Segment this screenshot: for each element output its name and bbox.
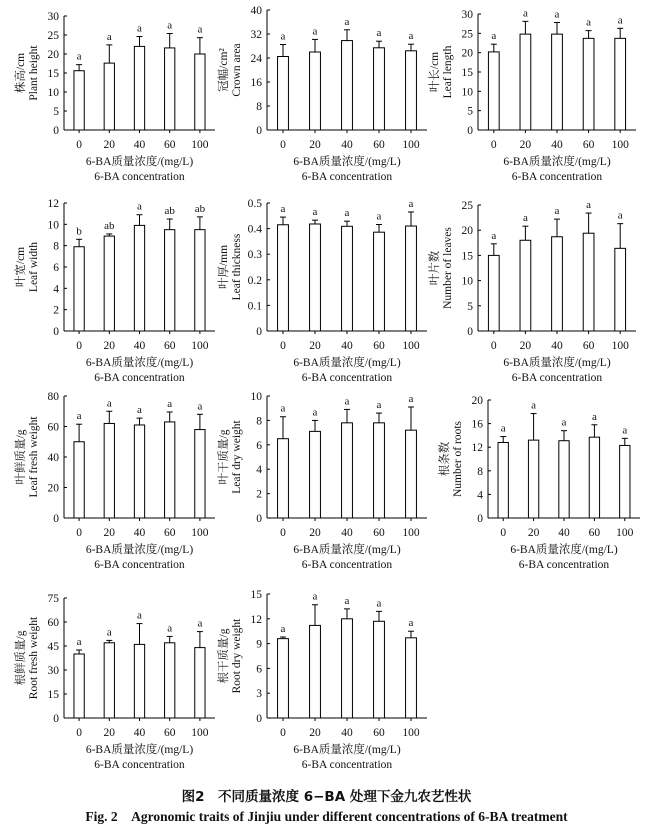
y-tick-label: 2 [256, 488, 262, 501]
chart-panel-11 [216, 589, 427, 771]
x-tick-label: 60 [163, 527, 176, 539]
x-axis-title-en: 6-BA concentration [301, 559, 393, 571]
significance-letter: a [561, 416, 567, 429]
significance-letter: ab [104, 219, 115, 232]
y-axis-title-zh: 叶厚/mm [218, 244, 230, 290]
bar [74, 71, 84, 130]
x-tick-label: 20 [309, 139, 321, 151]
x-tick-label: 40 [133, 340, 146, 352]
x-tick-label: 60 [163, 340, 176, 352]
significance-letter: a [137, 22, 142, 35]
x-tick-label: 40 [551, 139, 563, 151]
y-axis-title-zh: 冠幅/cm² [218, 48, 230, 92]
x-tick-label: 0 [280, 340, 286, 352]
y-tick-label: 10 [461, 86, 473, 99]
significance-letter: a [137, 200, 142, 213]
y-tick-label: 20 [47, 482, 59, 495]
bar [342, 423, 353, 518]
x-tick-label: 20 [519, 340, 532, 352]
significance-letter: a [344, 207, 350, 220]
significance-letter: a [554, 8, 560, 21]
bar [104, 63, 114, 130]
bar [278, 439, 289, 518]
y-tick-label: 80 [47, 391, 59, 403]
bar [406, 51, 417, 130]
bar [134, 46, 144, 130]
x-tick-label: 60 [373, 340, 385, 352]
y-tick-label: 0.5 [247, 198, 262, 210]
significance-letter: a [408, 617, 414, 630]
significance-letter: a [197, 617, 203, 630]
y-tick-label: 6 [256, 663, 262, 676]
chart-panel-4 [13, 198, 215, 384]
bar [165, 230, 175, 331]
x-axis-title-en: 6-BA concentration [511, 171, 603, 183]
y-tick-label: 30 [47, 665, 59, 677]
x-tick-label: 100 [611, 139, 629, 151]
significance-letter: a [197, 400, 203, 413]
significance-letter: a [167, 398, 173, 411]
x-axis-title-zh: 6-BA质量浓度/(mg/L) [293, 357, 401, 369]
x-tick-label: 20 [309, 727, 321, 739]
bar [583, 233, 594, 331]
y-axis-title-zh: 根干质量/g [218, 628, 230, 684]
x-tick-label: 100 [611, 340, 629, 352]
chart-panel-2 [216, 5, 427, 183]
y-tick-label: 4 [256, 464, 262, 477]
bar [589, 437, 599, 518]
x-axis-title-zh: 6-BA质量浓度/(mg/L) [85, 156, 194, 168]
y-tick-label: 5 [467, 105, 473, 118]
y-axis-title-zh: 根鲜质量/g [15, 630, 27, 686]
bar [165, 422, 175, 518]
x-axis-title-zh: 6-BA质量浓度/(mg/L) [293, 544, 401, 556]
x-axis-title-en: 6-BA concentration [301, 372, 393, 384]
bar [374, 48, 385, 130]
x-tick-label: 20 [103, 527, 116, 539]
y-tick-label: 0 [53, 513, 59, 525]
x-tick-label: 100 [402, 527, 420, 539]
y-axis-title-en: Plant height [28, 45, 40, 101]
x-tick-label: 40 [558, 527, 570, 539]
x-tick-label: 60 [163, 727, 176, 739]
bar [165, 643, 175, 718]
y-tick-label: 0 [477, 513, 483, 525]
y-tick-label: 30 [461, 9, 473, 21]
bar [374, 423, 385, 518]
significance-letter: a [491, 229, 497, 242]
bar [615, 248, 626, 331]
x-tick-label: 100 [402, 727, 420, 739]
bar [195, 430, 205, 518]
significance-letter: a [167, 19, 173, 32]
bar [583, 38, 594, 130]
y-tick-label: 0 [256, 513, 262, 525]
significance-letter: ab [194, 202, 206, 215]
bar [134, 644, 144, 718]
significance-letter: a [376, 210, 382, 223]
x-tick-label: 20 [309, 340, 321, 352]
y-axis-title-en: Leaf fresh weight [28, 416, 40, 498]
x-axis-title-zh: 6-BA质量浓度/(mg/L) [293, 156, 401, 168]
significance-letter: a [617, 14, 623, 27]
x-tick-label: 100 [402, 139, 420, 151]
bar [559, 441, 569, 518]
significance-letter: a [106, 30, 112, 43]
bar [342, 226, 353, 331]
x-axis-title-en: 6-BA concentration [301, 171, 393, 183]
chart-panel-8 [216, 391, 427, 571]
y-tick-label: 12 [471, 442, 483, 455]
y-tick-label: 16 [471, 418, 483, 431]
figure-caption-en: Fig. 2 Agronomic traits of Jinjiu under different concentrations of 6-BA treatment [85, 809, 568, 824]
y-tick-label: 0.3 [247, 249, 262, 262]
x-tick-label: 0 [76, 139, 82, 151]
x-tick-label: 0 [500, 527, 507, 539]
bar [310, 431, 321, 518]
bar [620, 445, 630, 518]
x-tick-label: 40 [133, 727, 146, 739]
x-tick-label: 20 [103, 340, 116, 352]
significance-letter: a [591, 410, 597, 423]
x-axis-title-zh: 6-BA质量浓度/(mg/L) [510, 544, 618, 556]
bar [195, 648, 205, 718]
bar [74, 442, 84, 518]
y-tick-label: 16 [250, 77, 262, 89]
significance-letter: a [167, 622, 173, 635]
x-tick-label: 100 [191, 139, 209, 151]
x-tick-label: 0 [280, 527, 286, 539]
y-tick-label: 60 [47, 617, 59, 629]
y-tick-label: 8 [256, 101, 262, 113]
chart-panel-1 [13, 11, 215, 183]
x-tick-label: 0 [280, 727, 286, 739]
significance-letter: a [408, 30, 414, 43]
x-tick-label: 60 [373, 727, 385, 739]
bar [104, 236, 114, 331]
x-tick-label: 40 [341, 727, 353, 739]
x-tick-label: 20 [103, 139, 116, 151]
x-tick-label: 40 [341, 527, 353, 539]
y-axis-title-en: Leaf length [442, 45, 454, 99]
significance-letter: a [522, 7, 528, 20]
y-axis-title-en: Leaf width [28, 241, 40, 293]
y-axis-title-zh: 叶片数 [429, 250, 441, 286]
significance-letter: a [280, 402, 286, 415]
bar [310, 625, 321, 718]
x-axis-title-zh: 6-BA质量浓度/(mg/L) [85, 357, 194, 369]
y-tick-label: 15 [47, 68, 59, 80]
significance-letter: a [522, 212, 528, 225]
x-tick-label: 100 [191, 527, 209, 539]
significance-letter: a [312, 406, 318, 419]
y-tick-label: 15 [250, 589, 262, 601]
x-tick-label: 0 [490, 139, 497, 151]
x-tick-label: 40 [133, 527, 146, 539]
bar [342, 41, 353, 130]
chart-panel-6 [427, 199, 636, 384]
significance-letter: a [408, 392, 414, 405]
y-tick-label: 9 [256, 638, 262, 651]
y-tick-label: 10 [461, 275, 473, 288]
chart-panel-7 [13, 391, 215, 571]
significance-letter: a [106, 626, 112, 639]
x-tick-label: 20 [103, 727, 116, 739]
bar [498, 442, 508, 518]
x-tick-label: 40 [133, 139, 146, 151]
x-tick-label: 20 [519, 139, 532, 151]
significance-letter: a [312, 206, 318, 219]
x-tick-label: 0 [76, 527, 82, 539]
significance-letter: a [622, 424, 628, 437]
x-axis-title-en: 6-BA concentration [301, 759, 393, 771]
y-axis-title-zh: 叶长/cm [429, 51, 441, 93]
y-axis-title-en: Number of roots [452, 420, 464, 498]
y-tick-label: 20 [47, 49, 59, 61]
y-tick-label: 4 [53, 283, 59, 296]
bar [278, 57, 289, 131]
y-tick-label: 6 [256, 439, 262, 452]
x-tick-label: 60 [373, 139, 385, 151]
x-tick-label: 0 [76, 340, 82, 352]
y-axis-title-en: Crown area [231, 43, 243, 97]
x-axis-title-en: 6-BA concentration [94, 171, 185, 183]
bar [104, 643, 114, 718]
x-tick-label: 60 [163, 139, 176, 151]
bar [104, 423, 114, 518]
y-tick-label: 5 [467, 300, 473, 313]
significance-letter: a [531, 399, 537, 412]
significance-letter: a [280, 622, 286, 635]
bar [406, 638, 417, 718]
bar [310, 224, 321, 331]
bar [552, 34, 563, 130]
chart-panel-5 [216, 198, 427, 384]
x-tick-label: 20 [527, 527, 540, 539]
significance-letter: a [137, 404, 142, 417]
y-axis-title-en: Number of leaves [442, 227, 454, 309]
x-tick-label: 60 [588, 527, 601, 539]
y-axis-title-en: Leaf dry weight [231, 420, 243, 494]
y-tick-label: 40 [47, 452, 59, 464]
y-tick-label: 60 [47, 421, 59, 434]
bar [134, 425, 144, 518]
bar [195, 230, 205, 331]
y-tick-label: 20 [471, 395, 483, 407]
x-tick-label: 40 [341, 340, 353, 352]
bar [520, 34, 531, 130]
significance-letter: a [554, 205, 560, 218]
y-tick-label: 8 [477, 465, 483, 478]
y-tick-label: 0 [256, 326, 262, 338]
bar [552, 237, 563, 331]
y-tick-label: 0.2 [247, 274, 262, 287]
bar [278, 225, 289, 331]
significance-letter: a [312, 25, 318, 38]
bar [342, 619, 353, 718]
significance-letter: a [586, 199, 592, 212]
significance-letter: a [76, 410, 82, 423]
bar [406, 430, 417, 518]
bar [374, 232, 385, 331]
bar [488, 255, 499, 331]
significance-letter: b [76, 225, 82, 238]
x-axis-title-zh: 6-BA质量浓度/(mg/L) [293, 744, 401, 756]
x-tick-label: 100 [191, 340, 209, 352]
y-tick-label: 75 [47, 593, 59, 605]
bar [165, 48, 175, 130]
significance-letter: a [344, 15, 350, 28]
x-axis-title-zh: 6-BA质量浓度/(mg/L) [85, 544, 194, 556]
y-axis-title-en: Root fresh weight [28, 616, 40, 700]
x-tick-label: 0 [280, 139, 286, 151]
y-axis-title-zh: 株高/cm [15, 52, 27, 94]
significance-letter: a [137, 609, 142, 622]
x-axis-title-en: 6-BA concentration [94, 759, 185, 771]
significance-letter: a [408, 197, 414, 210]
y-tick-label: 0.4 [247, 223, 262, 236]
y-tick-label: 0 [53, 326, 59, 338]
x-tick-label: 20 [309, 527, 321, 539]
bar [406, 226, 417, 331]
y-tick-label: 40 [250, 5, 262, 17]
y-tick-label: 8 [53, 240, 59, 253]
significance-letter: a [586, 16, 592, 29]
y-tick-label: 12 [47, 198, 59, 210]
x-tick-label: 60 [582, 340, 595, 352]
bar [528, 440, 538, 518]
y-axis-title-en: Root dry weight [231, 618, 243, 694]
significance-letter: a [500, 422, 506, 435]
y-tick-label: 10 [250, 391, 262, 403]
y-tick-label: 10 [47, 87, 59, 99]
y-tick-label: 0 [53, 713, 59, 725]
bar [74, 654, 84, 718]
x-axis-title-en: 6-BA concentration [94, 559, 185, 571]
x-tick-label: 0 [76, 727, 82, 739]
significance-letter: a [376, 27, 382, 40]
y-tick-label: 0 [256, 125, 262, 137]
y-tick-label: 32 [250, 29, 262, 41]
x-tick-label: 60 [373, 527, 385, 539]
bar [134, 225, 144, 331]
y-tick-label: 0 [53, 125, 59, 137]
y-tick-label: 10 [47, 219, 59, 232]
bar [374, 621, 385, 718]
bar [195, 54, 205, 130]
y-tick-label: 24 [250, 53, 262, 65]
bar [278, 639, 289, 718]
significance-letter: a [376, 597, 382, 610]
y-axis-title-zh: 叶干质量/g [218, 429, 230, 485]
chart-panel-10 [13, 593, 215, 771]
significance-letter: a [280, 30, 286, 43]
x-axis-title-en: 6-BA concentration [518, 559, 610, 571]
bar [520, 240, 531, 331]
chart-panel-9 [437, 395, 640, 571]
x-tick-label: 100 [191, 727, 209, 739]
y-axis-title-zh: 叶鲜质量/g [15, 429, 27, 485]
significance-letter: ab [164, 205, 175, 217]
x-tick-label: 40 [341, 139, 353, 151]
bar [488, 52, 499, 130]
chart-panel-3 [427, 7, 636, 183]
y-tick-label: 25 [461, 200, 473, 212]
y-tick-label: 25 [47, 30, 59, 42]
x-tick-label: 60 [582, 139, 595, 151]
y-tick-label: 12 [250, 613, 262, 626]
y-tick-label: 2 [53, 304, 59, 317]
y-tick-label: 15 [47, 689, 59, 701]
y-axis-title-zh: 根条数 [439, 441, 451, 477]
y-tick-label: 15 [461, 67, 473, 79]
y-axis-title-en: Leaf thickness [231, 233, 243, 301]
x-tick-label: 0 [490, 340, 497, 352]
y-tick-label: 3 [256, 688, 262, 701]
bar [615, 38, 626, 130]
significance-letter: a [197, 23, 203, 36]
y-tick-label: 0.1 [247, 300, 262, 313]
y-tick-label: 0 [256, 713, 262, 725]
y-tick-label: 0 [467, 125, 473, 137]
y-tick-label: 25 [461, 28, 473, 41]
significance-letter: a [491, 30, 497, 43]
y-tick-label: 5 [53, 106, 59, 118]
x-axis-title-zh: 6-BA质量浓度/(mg/L) [503, 357, 611, 369]
bar [74, 247, 84, 331]
x-tick-label: 100 [402, 340, 420, 352]
significance-letter: a [76, 636, 82, 648]
x-axis-title-zh: 6-BA质量浓度/(mg/L) [85, 744, 194, 756]
significance-letter: a [280, 203, 286, 216]
significance-letter: a [344, 395, 350, 408]
x-axis-title-en: 6-BA concentration [511, 372, 603, 384]
significance-letter: a [106, 397, 112, 410]
x-tick-label: 40 [551, 340, 563, 352]
y-tick-label: 45 [47, 641, 59, 653]
significance-letter: a [76, 50, 82, 63]
y-tick-label: 20 [461, 225, 473, 238]
y-tick-label: 20 [461, 47, 473, 60]
x-axis-title-en: 6-BA concentration [94, 372, 185, 384]
y-tick-label: 0 [467, 326, 473, 338]
figure-caption-zh: 图2 不同质量浓度 6−BA 处理下金九农艺性状 [181, 789, 472, 805]
y-axis-title-zh: 叶宽/cm [15, 246, 27, 288]
y-tick-label: 6 [53, 262, 59, 274]
significance-letter: a [376, 399, 382, 412]
y-tick-label: 15 [461, 250, 473, 263]
x-tick-label: 100 [616, 527, 634, 539]
significance-letter: a [312, 590, 318, 603]
x-axis-title-zh: 6-BA质量浓度/(mg/L) [503, 156, 611, 168]
significance-letter: a [617, 209, 623, 222]
y-tick-label: 8 [256, 415, 262, 428]
y-tick-label: 30 [47, 11, 59, 23]
y-tick-label: 4 [477, 489, 483, 502]
bar [310, 52, 321, 130]
significance-letter: a [344, 594, 350, 607]
